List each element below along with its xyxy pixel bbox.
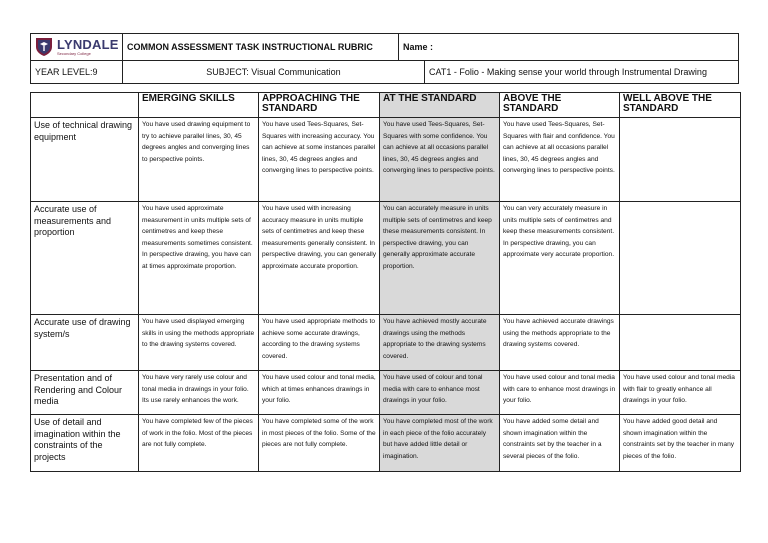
rubric-cell: You have used drawing equipment to try to achieve parallel lines, 30, 45 degrees angles and converging lines to perspective points. [139,118,259,202]
rubric-table [30,92,741,472]
column-header: WELL ABOVE THE STANDARD [620,93,741,118]
rubric-cell: You have used of colour and tonal media with care to enhance most drawings in your folio. [380,371,500,415]
crest-icon [35,37,53,57]
school-logo [35,37,118,57]
rubric-cell: You have used Tees-Squares, Set-Squares with some confidence. You can achieve at all occasions parallel lines, 30, 45 degrees angles and converging lines to perspective points. [380,118,500,202]
criterion-label: Presentation and of Rendering and Colour media [31,371,139,415]
rubric-row [31,202,741,315]
rubric-cell: You can accurately measure in units multiple sets of centimetres and keep these measurements consistent. In perspective drawing, you can generally approximate accurate proportion. [380,202,500,315]
rubric-cell: You have completed most of the work in each piece of the folio accurately but have added little detail or imagination. [380,415,500,472]
rubric-cell [620,202,741,315]
logo-subtitle: Secondary College [57,51,91,56]
rubric-cell: You have added some detail and shown imagination within the constraints set by the teacher in a several pieces of the folio. [500,415,620,472]
rubric-row [31,371,741,415]
rubric-cell: You have used colour and tonal media, which at times enhances drawings in your folio. [259,371,380,415]
rubric-cell: You have used Tees-Squares, Set-Squares with flair and confidence. You can achieve at all occasions parallel lines, 30, 45 degrees angles and converging lines to perspective points. [500,118,620,202]
criterion-label: Use of technical drawing equipment [31,118,139,202]
rubric-cell: You have very rarely use colour and tonal media in drawings in your folio. Its use rarely enhances the work. [139,371,259,415]
rubric-cell: You have used displayed emerging skills in using the methods appropriate to the drawing systems covered. [139,315,259,371]
rubric-cell: You have used approximate measurement in units multiple sets of centimetres and keep these measurements sometimes consistent. In perspective drawing, you have can at times approximate proportion. [139,202,259,315]
column-header: EMERGING SKILLS [139,93,259,118]
criteria-header [31,93,139,118]
rubric-cell [620,315,741,371]
task-title: CAT1 - Folio - Making sense your world through Instrumental Drawing [425,61,739,84]
criterion-label: Use of detail and imagination within the constraints of the projects [31,415,139,472]
rubric-row [31,118,741,202]
column-header: ABOVE THE STANDARD [500,93,620,118]
name-field[interactable]: Name : [399,34,739,61]
rubric-cell [620,118,741,202]
rubric-cell: You have achieved accurate drawings using the methods appropriate to the drawing systems covered. [500,315,620,371]
rubric-cell: You have achieved mostly accurate drawings using the methods appropriate to the drawing systems covered. [380,315,500,371]
rubric-cell: You have used with increasing accuracy measure in units multiple sets of centimetres and keep these measurements generally consistent. In perspective drawing, you can generally approximate accurate proportion. [259,202,380,315]
logo-name: LYNDALE [57,37,119,52]
rubric-title: COMMON ASSESSMENT TASK INSTRUCTIONAL RUBRIC [123,34,399,61]
criterion-label: Accurate use of drawing system/s [31,315,139,371]
column-header: AT THE STANDARD [380,93,500,118]
rubric-row [31,415,741,472]
subject: SUBJECT: Visual Communication [123,61,425,84]
rubric-cell: You can very accurately measure in units multiple sets of centimetres and keep these measurements consistent. In perspective drawing, you can approximate very accurate proportion. [500,202,620,315]
rubric-row [31,315,741,371]
year-level: YEAR LEVEL:9 [31,61,123,84]
rubric-cell: You have completed some of the work in most pieces of the folio. Some of the pieces are not fully complete. [259,415,380,472]
rubric-cell: You have added good detail and shown imagination within the constraints set by the teacher in many pieces of the folio. [620,415,741,472]
rubric-cell: You have used Tees-Squares, Set-Squares with increasing accuracy. You can achieve at some instances parallel lines, 30, 45 degrees angles and converging lines to perspective points. [259,118,380,202]
column-header: APPROACHING THE STANDARD [259,93,380,118]
criterion-label: Accurate use of measurements and proportion [31,202,139,315]
logo-cell [31,34,123,61]
header-table [30,33,739,84]
rubric-cell: You have used appropriate methods to achieve some accurate drawings, according to the drawing systems covered. [259,315,380,371]
rubric-cell: You have used colour and tonal media with flair to greatly enhance all drawings in your folio. [620,371,741,415]
rubric-cell: You have used colour and tonal media with care to enhance most drawings in your folio. [500,371,620,415]
rubric-cell: You have completed few of the pieces of work in the folio. Most of the pieces are not fully complete. [139,415,259,472]
rubric-header-row [31,93,741,118]
